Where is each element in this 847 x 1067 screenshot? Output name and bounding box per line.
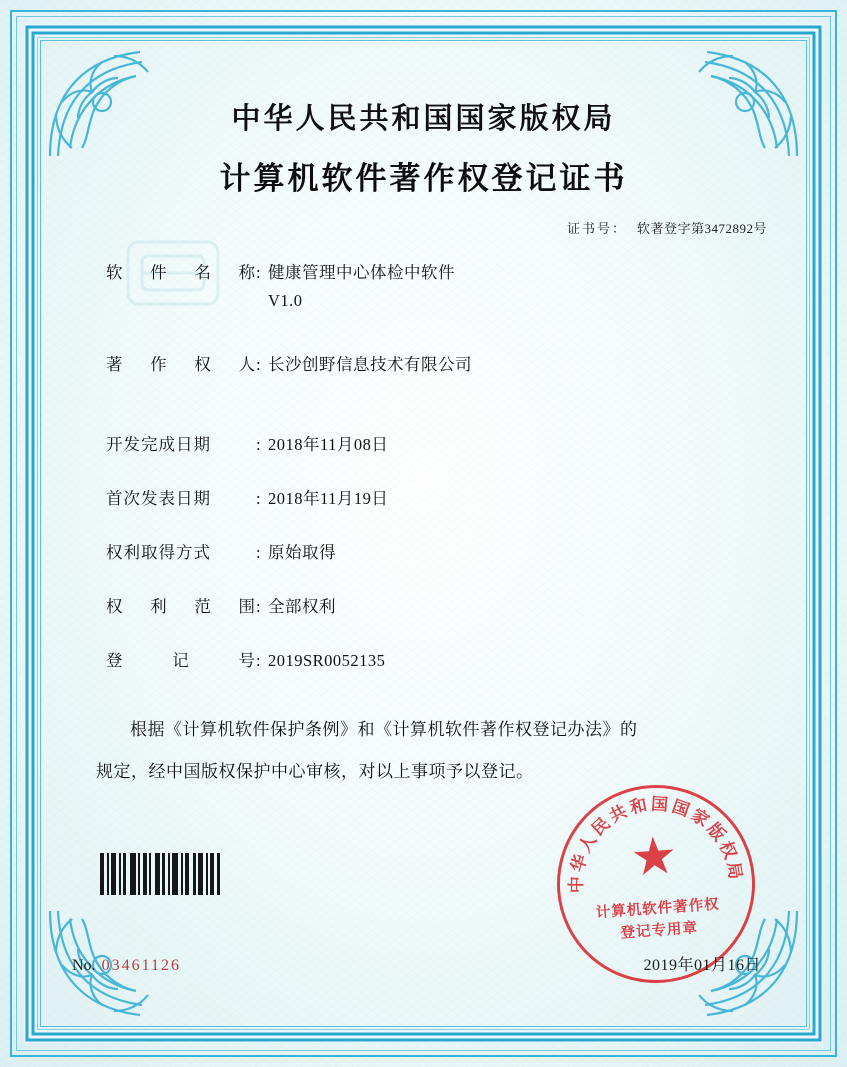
legal-paragraph-line2: 规定，经中国版权保护中心审核，对以上事项予以登记。 [96, 762, 534, 781]
field-colon: : [256, 543, 261, 562]
field-first-publish-date [106, 485, 777, 513]
field-development-date [106, 431, 777, 459]
development-date-value: 2018年11月08日 [268, 435, 389, 454]
spacer [106, 415, 777, 431]
field-list [70, 259, 777, 675]
seal-line-2: 登记专用章 [620, 920, 699, 942]
legal-paragraph-line1: 根据《计算机软件保护条例》和《计算机软件著作权登记办法》的 [130, 720, 638, 739]
field-colon: : [256, 597, 261, 616]
copyright-owner-value: 长沙创野信息技术有限公司 [268, 355, 472, 374]
spacer [106, 469, 777, 485]
certificate-number-row [70, 218, 777, 237]
field-software-name [106, 259, 777, 315]
certificate-title: 计算机软件著作权登记证书 [219, 161, 628, 197]
field-label: 登 记 号 [106, 651, 256, 670]
issue-date: 2019年01月16日 [643, 957, 761, 974]
rights-scope-value: 全部权利 [268, 597, 336, 616]
spacer [106, 389, 777, 415]
field-colon: : [256, 489, 261, 508]
field-acquisition-method [106, 539, 777, 567]
field-colon: : [256, 263, 261, 282]
field-label: 首次发表日期 [106, 489, 211, 508]
spacer [106, 631, 777, 647]
issuer-title: 中华人民共和国国家版权局 [231, 101, 616, 135]
software-version-value: V1.0 [268, 291, 303, 310]
registration-number-value: 2019SR0052135 [268, 651, 386, 670]
software-name-value: 健康管理中心体检中软件 [268, 263, 455, 282]
seal-line-1: 计算机软件著作权 [595, 896, 721, 922]
field-copyright-owner [106, 351, 777, 379]
spacer [106, 523, 777, 539]
barcode [100, 853, 240, 895]
field-label: 著 作 权 人 [106, 355, 256, 374]
spacer [106, 325, 777, 351]
certificate-number-value: 软著登字第3472892号 [636, 221, 767, 236]
field-colon: : [256, 651, 261, 670]
seal-ring-text: 中华人民共和国国家版权局 [566, 794, 746, 894]
serial-number-value: 03461126 [101, 957, 181, 974]
certificate-number-label: 证书号： [566, 221, 627, 236]
field-label: 软 件 名 称 [106, 263, 256, 282]
spacer [106, 577, 777, 593]
star-icon: ★ [628, 827, 680, 888]
legal-paragraph [70, 709, 777, 793]
serial-number-label: No. [72, 957, 96, 974]
serial-number [72, 957, 181, 975]
field-registration-number [106, 647, 777, 675]
field-label: 权利取得方式 [106, 543, 211, 562]
field-rights-scope [106, 593, 777, 621]
field-value [268, 259, 455, 315]
field-label: 开发完成日期 [106, 435, 211, 454]
field-colon: : [256, 355, 261, 374]
acquisition-method-value: 原始取得 [268, 543, 336, 562]
field-colon: : [256, 435, 261, 454]
field-label: 权 利 范 围 [106, 597, 256, 616]
first-publish-date-value: 2018年11月19日 [268, 489, 389, 508]
